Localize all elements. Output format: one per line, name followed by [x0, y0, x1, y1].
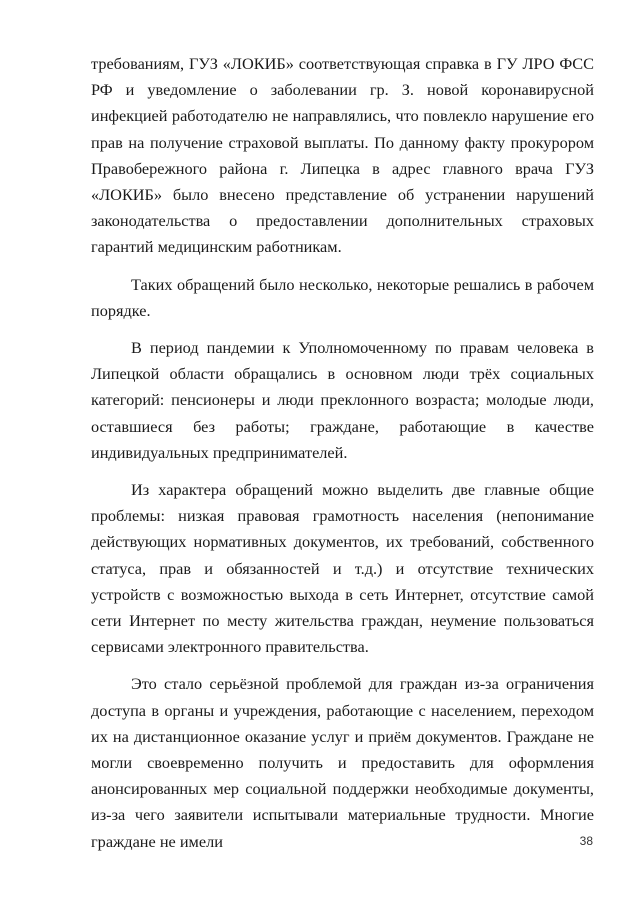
paragraph: Из характера обращений можно выделить две главные общие проблемы: низкая правовая грамотность населения (непонимание действующих нормативных документов, их требований, собственного статуса, прав и обязанностей и т.д.) и отсутствие технических устройств с возможностью выхода в сеть Интернет, отсутствие самой сети Интернет по месту жительства граждан, неумение пользоваться сервисами электронного правительства. — [91, 480, 594, 657]
paragraph: В период пандемии к Уполномоченному по правам человека в Липецкой области обращались в основном люди трёх социальных категорий: пенсионеры и люди преклонного возраста; молодые люди, оставшиеся без работы; граждане, работающие в качестве индивидуальных предпринимателей. — [91, 338, 594, 462]
paragraph: Это стало серьёзной проблемой для граждан из-за ограничения доступа в органы и учреждения, работающие с населением, переходом их на дистанционное оказание услуг и приём документов. Граждане не могли своевременно получить и предоставить для оформления анонсированных мер социальной поддержки необходимые документы, из-за чего заявители испытывали материальные трудности. Многие граждане не имели — [91, 674, 594, 851]
page-number: 38 — [579, 834, 593, 848]
paragraph: Таких обращений было несколько, некоторые решались в рабочем порядке. — [91, 274, 594, 320]
paragraph-continuation: требованиям, ГУЗ «ЛОКИБ» соответствующая справка в ГУ ЛРО ФСС РФ и уведомление о заболевании гр. З. новой коронавирусной инфекцией работодателю не направлялись, что повлекло нарушение его прав на получение страховой выплаты. По данному факту прокурором Правобережного района г. Липецка в адрес главного врача ГУЗ «ЛОКИБ» было внесено представление об устранении нарушений законодательства о предоставлении дополнительных страховых гарантий медицинским работникам. — [91, 54, 594, 257]
body-text — [91, 51, 594, 866]
